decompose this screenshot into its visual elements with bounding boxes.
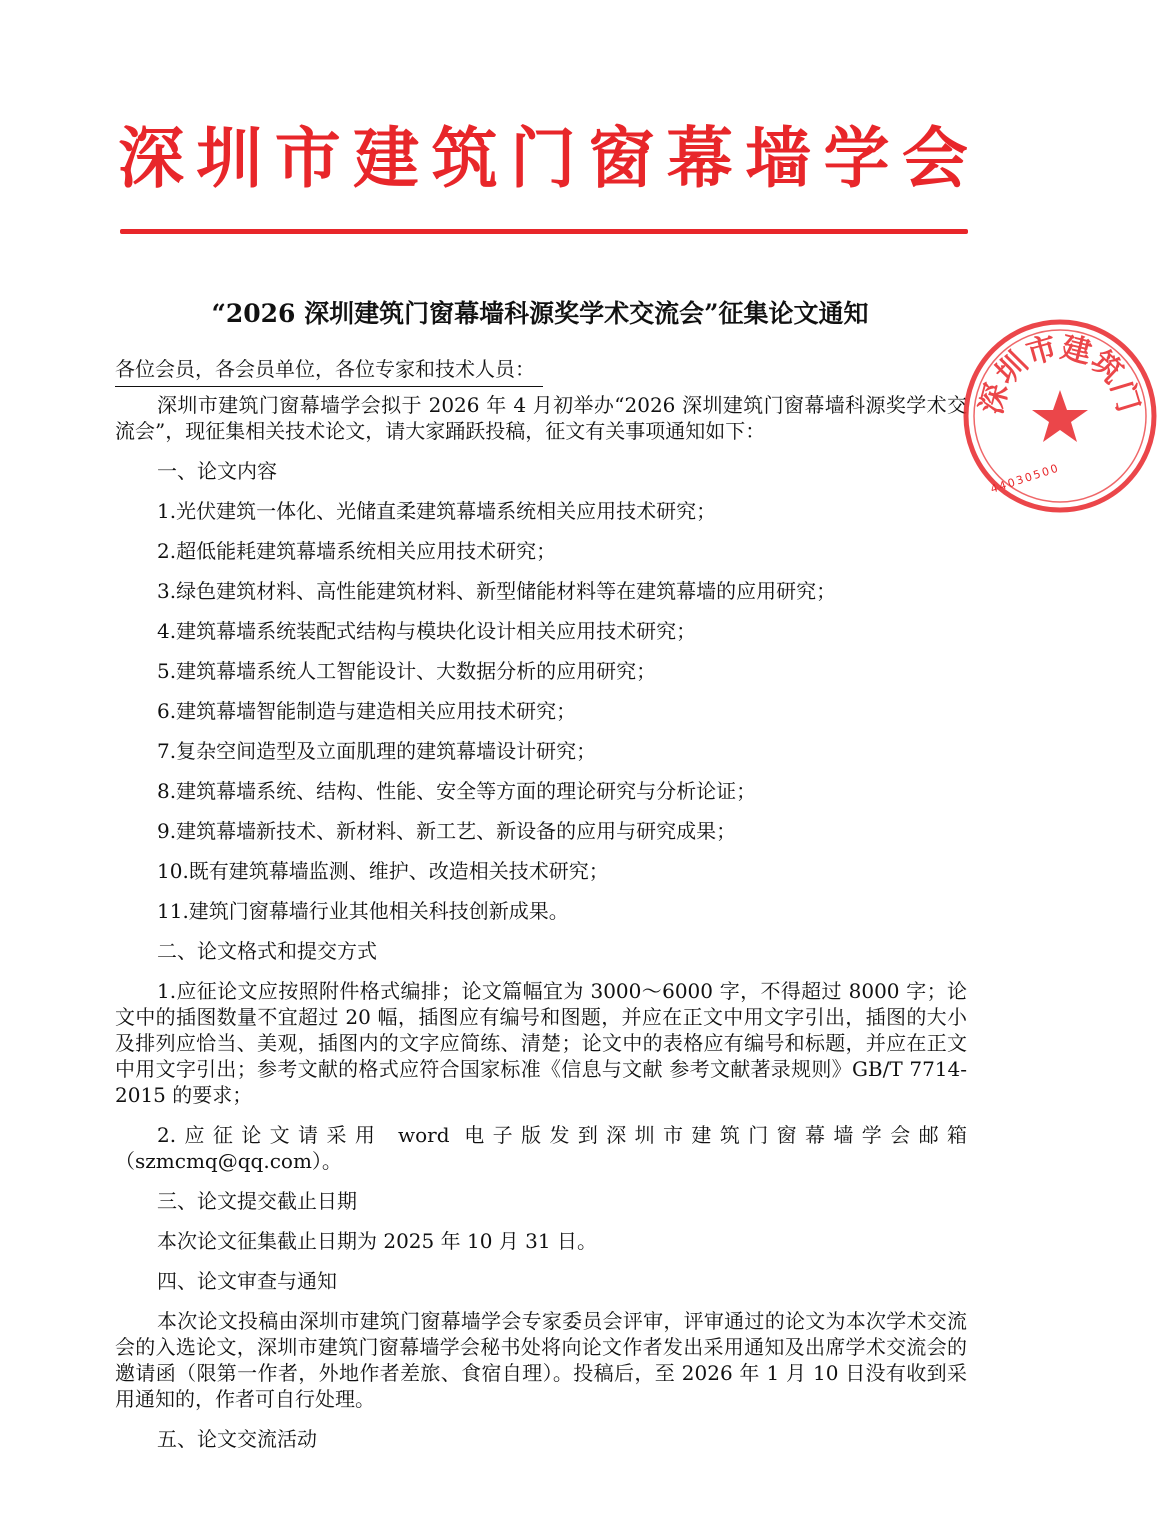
letterhead-char: 筑 — [431, 119, 498, 197]
list-item: 11.建筑门窗幕墙行业其他相关科技创新成果。 — [157, 899, 569, 923]
letterhead-char: 会 — [901, 119, 968, 197]
list-item: 1.光伏建筑一体化、光储直柔建筑幕墙系统相关应用技术研究； — [157, 499, 717, 523]
letterhead-char: 建 — [353, 119, 420, 197]
list-item: 9.建筑幕墙新技术、新材料、新工艺、新设备的应用与研究成果； — [157, 819, 737, 843]
letterhead-org-name — [118, 118, 968, 198]
list-item: 10.既有建筑幕墙监测、维护、改造相关技术研究； — [157, 859, 609, 883]
letterhead-char: 窗 — [588, 119, 655, 197]
intro-paragraph: 深圳市建筑门窗幕墙学会拟于 2026 年 4 月初举办“2026 深圳建筑门窗幕墙科源奖学术交流会”，现征集相关技术论文，请大家踊跃投稿，征文有关事项通知如下： — [115, 393, 967, 443]
letterhead-divider — [120, 229, 968, 234]
salutation: 各位会员，各会员单位，各位专家和技术人员： — [115, 352, 543, 387]
document-body — [115, 392, 967, 1452]
list-item: 7.复杂空间造型及立面肌理的建筑幕墙设计研究； — [157, 739, 597, 763]
deadline-paragraph: 本次论文征集截止日期为 2025 年 10 月 31 日。 — [157, 1229, 597, 1253]
section-heading: 五、论文交流活动 — [157, 1427, 317, 1451]
document-title: “2026 深圳建筑门窗幕墙科源奖学术交流会”征集论文通知 — [211, 299, 869, 328]
section-heading: 四、论文审查与通知 — [157, 1269, 337, 1293]
section-heading: 二、论文格式和提交方式 — [157, 939, 377, 963]
letterhead-char: 市 — [274, 119, 341, 197]
format-paragraph: 1.应征论文应按照附件格式编排；论文篇幅宜为 3000～6000 字，不得超过 8000 字；论文中的插图数量不宜超过 20 幅，插图应有编号和图题，并应在正文中用文字引出，插图的大小及排列应恰当、美观，插图内的文字应简练、清楚；论文中的表格应有编号和标题，并应在正文中用文字引出；参考文献的格式应符合国家标准《信息与文献 参考文献著录规则》GB/T 7714-2015 的要求； — [115, 979, 967, 1107]
letterhead-char: 学 — [823, 119, 890, 197]
list-item: 8.建筑幕墙系统、结构、性能、安全等方面的理论研究与分析论证； — [157, 779, 757, 803]
list-item: 4.建筑幕墙系统装配式结构与模块化设计相关应用技术研究； — [157, 619, 697, 643]
letterhead-char: 幕 — [666, 119, 733, 197]
list-item: 3.绿色建筑材料、高性能建筑材料、新型储能材料等在建筑幕墙的应用研究； — [157, 579, 837, 603]
submission-paragraph: 2.应征论文请采用 word 电子版发到深圳市建筑门窗幕墙学会邮箱（szmcmq@qq.com）。 — [115, 1123, 967, 1173]
seal-text: 深圳市建筑门 — [973, 329, 1146, 418]
list-item: 6.建筑幕墙智能制造与建造相关应用技术研究； — [157, 699, 577, 723]
letterhead-char: 深 — [118, 119, 184, 197]
section-heading: 一、论文内容 — [157, 459, 277, 483]
section-heading: 三、论文提交截止日期 — [157, 1189, 357, 1213]
list-item: 5.建筑幕墙系统人工智能设计、大数据分析的应用研究； — [157, 659, 657, 683]
letterhead-char: 圳 — [196, 119, 263, 197]
list-item: 2.超低能耗建筑幕墙系统相关应用技术研究； — [157, 539, 557, 563]
letterhead-char: 门 — [509, 119, 576, 197]
review-paragraph: 本次论文投稿由深圳市建筑门窗幕墙学会专家委员会评审，评审通过的论文为本次学术交流会的入选论文，深圳市建筑门窗幕墙学会秘书处将向论文作者发出采用通知及出席学术交流会的邀请函（限第一作者，外地作者差旅、食宿自理）。投稿后，至 2026 年 1 月 10 日没有收到采用通知的，作者可自行处理。 — [115, 1309, 967, 1411]
official-seal — [962, 318, 1158, 514]
seal-star-icon — [1032, 390, 1088, 442]
seal-number: 44030500 — [988, 461, 1062, 496]
letterhead-char: 墙 — [745, 119, 812, 197]
